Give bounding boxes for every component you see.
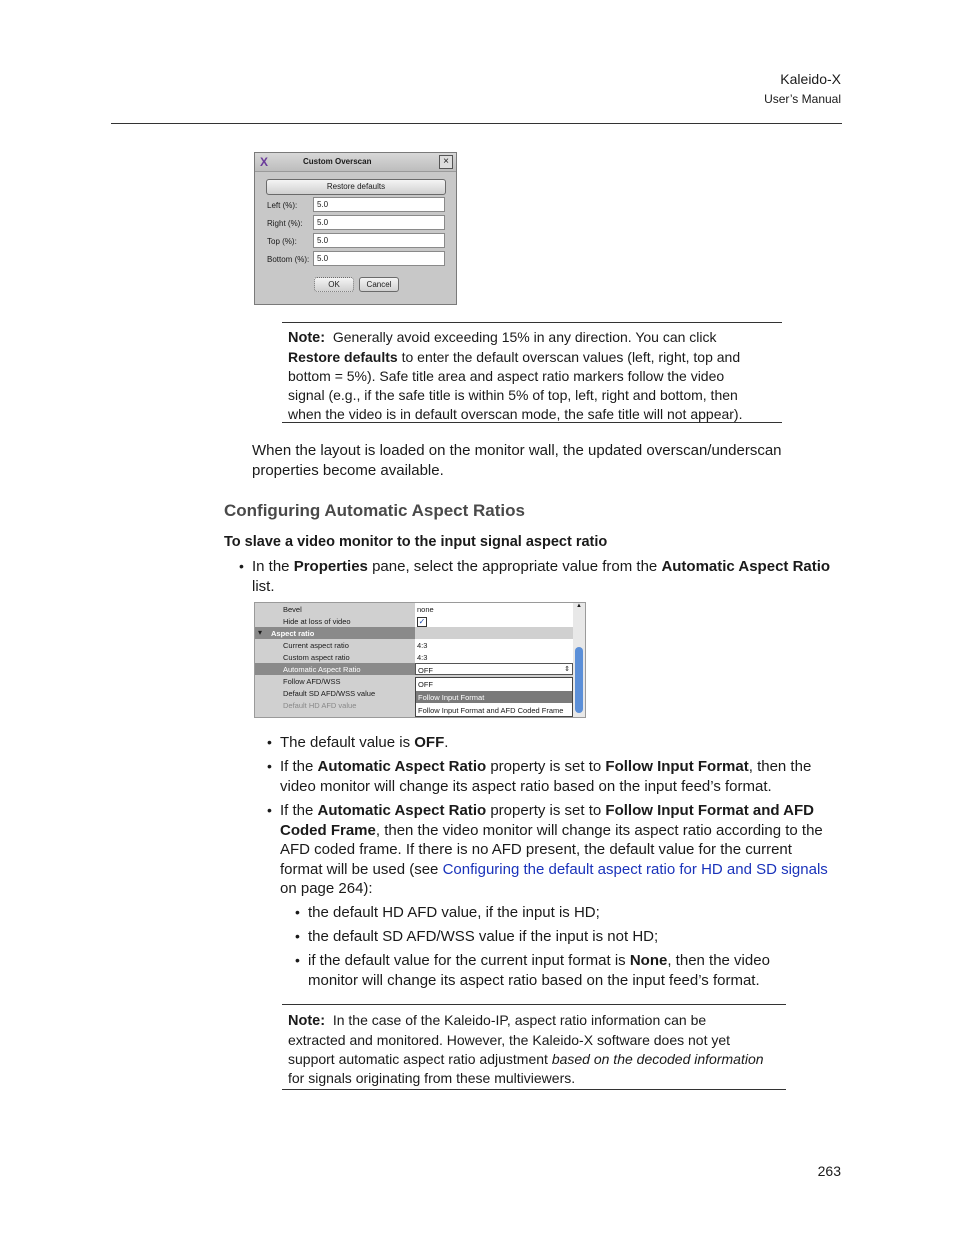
dropdown-option[interactable]: Follow Input Format and AFD Coded Frame (418, 706, 564, 715)
custom-overscan-dialog (254, 152, 457, 305)
note-text: signal (e.g., if the safe title is within 5% of top, left, right and bottom, then (288, 387, 738, 403)
header-rule (111, 123, 842, 124)
step-text: pane, select the appropriate value from the (372, 558, 658, 575)
bullet-glyph: • (295, 904, 300, 920)
note-text: to enter the default overscan values (left, right, top and (401, 349, 741, 365)
bullet-glyph: • (267, 758, 272, 774)
property-group-header[interactable] (255, 627, 575, 639)
ok-button[interactable]: OK (314, 277, 354, 292)
bullet-text: video monitor will change its aspect ratio based on the input feed’s format. (280, 777, 772, 795)
right-label: Right (%): (267, 219, 303, 228)
bullet-bold: Follow Input Format (605, 758, 749, 775)
property-name: Default HD AFD value (283, 701, 357, 710)
property-value (415, 627, 573, 639)
step-text: list. (252, 577, 275, 595)
body-paragraph (252, 441, 782, 480)
property-value[interactable]: none (415, 603, 573, 615)
bullet-bold: Automatic Aspect Ratio (317, 802, 487, 819)
scrollbar[interactable] (573, 603, 585, 717)
property-name: Follow AFD/WSS (283, 677, 341, 686)
section-heading: Configuring Automatic Aspect Ratios (224, 501, 525, 520)
sub-bullet-item: the default HD AFD value, if the input is HD; (308, 904, 600, 921)
step-text: In the (252, 558, 290, 575)
bullet-item (280, 801, 850, 899)
left-input[interactable]: 5.0 (313, 197, 445, 212)
note-text: for signals originating from these multiviewers. (288, 1070, 576, 1086)
bullet-glyph: • (239, 558, 244, 574)
bullet-glyph: • (295, 952, 300, 968)
bullet-text: If the (280, 802, 314, 819)
bullet-text: , then the video (667, 952, 770, 969)
step-bold: Properties (293, 558, 368, 575)
paragraph-line: When the layout is loaded on the monitor wall, the updated overscan/underscan (252, 442, 782, 459)
bullet-glyph: • (267, 802, 272, 818)
bullet-bold: Follow Input Format and AFD (605, 802, 814, 819)
property-row-selected[interactable] (255, 663, 575, 675)
property-value[interactable]: 4:3 (415, 639, 573, 651)
note-text: extracted and monitored. However, the Kaleido-X software does not yet (288, 1032, 731, 1048)
note-label: Note: (288, 1013, 326, 1029)
note-text: when the video is in default overscan mode, the safe title will not appear). (288, 406, 743, 422)
left-label: Left (%): (267, 201, 298, 210)
note-text: In the case of the Kaleido-IP, aspect ratio information can be (332, 1012, 707, 1028)
running-header-subtitle: User’s Manual (764, 92, 841, 106)
cancel-button[interactable]: Cancel (359, 277, 399, 292)
top-label: Top (%): (267, 237, 297, 246)
bullet-bold: OFF (414, 734, 445, 751)
note-italic-text: based on the decoded information (551, 1051, 764, 1067)
step-bold: Automatic Aspect Ratio (661, 558, 831, 575)
property-row[interactable] (255, 651, 575, 663)
cross-reference-link[interactable]: Configuring the default aspect ratio for HD and SD signals (442, 860, 828, 878)
note-label: Note: (288, 330, 326, 346)
collapse-icon[interactable]: ▾ (258, 628, 263, 637)
bullet-item (280, 733, 448, 753)
property-name: Bevel (283, 605, 302, 614)
property-name: Hide at loss of video (283, 617, 351, 626)
dropdown-option-highlighted[interactable]: Follow Input Format (416, 691, 572, 703)
dropdown-arrows-icon[interactable]: ⇕ (564, 666, 570, 673)
property-name: Automatic Aspect Ratio (283, 665, 361, 674)
property-value[interactable]: 4:3 (415, 651, 573, 663)
dropdown-list[interactable] (415, 677, 573, 717)
bullet-bold: None (629, 952, 668, 969)
running-header-title: Kaleido-X (780, 71, 841, 87)
bottom-input[interactable]: 5.0 (313, 251, 445, 266)
bullet-text: AFD coded frame. If there is no AFD present, the default value for the current (280, 841, 792, 858)
procedure-heading: To slave a video monitor to the input signal aspect ratio (224, 534, 608, 550)
bullet-text: , then the (748, 758, 812, 775)
app-logo-icon: X (260, 155, 269, 169)
note-text: bottom = 5%). Safe title area and aspect ratio markers follow the video (288, 368, 725, 384)
dropdown-option[interactable]: OFF (418, 680, 433, 689)
bullet-item (280, 757, 840, 796)
dialog-title-bar (255, 153, 456, 172)
page-number: 263 (817, 1163, 841, 1179)
bullet-text: on page 264): (280, 880, 373, 897)
automatic-aspect-ratio-select[interactable] (415, 663, 573, 675)
step-item (252, 557, 852, 596)
property-name: Custom aspect ratio (283, 653, 350, 662)
properties-panel (254, 602, 586, 718)
scrollbar-thumb[interactable] (575, 647, 583, 713)
dialog-title: Custom Overscan (303, 157, 372, 166)
note-text: support automatic aspect ratio adjustment (288, 1051, 548, 1067)
bullet-text: if the default value for the current input format is (308, 952, 626, 969)
bullet-text: property is set to (490, 758, 602, 775)
checkbox-checked-icon[interactable]: ✓ (418, 617, 426, 626)
bullet-text: property is set to (490, 802, 602, 819)
property-name: Default SD AFD/WSS value (283, 689, 376, 698)
bullet-text: format will be used (see (280, 860, 439, 878)
note-box (282, 322, 782, 423)
bullet-bold: Coded Frame (280, 821, 376, 839)
note-box (282, 1004, 786, 1090)
bullet-text: If the (280, 758, 314, 775)
select-value: OFF (418, 666, 433, 675)
note-bold-term: Restore defaults (288, 349, 398, 365)
bullet-text: , then the video monitor will change its aspect ratio according to the (375, 821, 823, 839)
note-text: Generally avoid exceeding 15% in any direction. You can click (332, 329, 717, 345)
bullet-text: The default value is (280, 734, 411, 751)
bullet-glyph: • (295, 928, 300, 944)
sub-bullet-item: the default SD AFD/WSS value if the input is not HD; (308, 928, 659, 945)
bullet-text: . (444, 734, 449, 751)
scroll-up-icon[interactable]: ▲ (576, 603, 582, 609)
bottom-label: Bottom (%): (267, 255, 310, 264)
right-input[interactable]: 5.0 (313, 215, 445, 230)
bullet-glyph: • (267, 734, 272, 750)
property-name: Current aspect ratio (283, 641, 349, 650)
property-row[interactable] (255, 603, 575, 615)
property-row[interactable] (255, 615, 575, 627)
restore-defaults-button[interactable]: Restore defaults (266, 179, 446, 195)
property-row[interactable] (255, 639, 575, 651)
bullet-text: monitor will change its aspect ratio based on the input feed’s format. (308, 971, 760, 989)
close-icon[interactable]: × (439, 155, 453, 169)
sub-bullet-item (308, 951, 848, 990)
property-group-name: Aspect ratio (271, 629, 315, 638)
paragraph-line: properties become available. (252, 461, 444, 479)
bullet-bold: Automatic Aspect Ratio (317, 758, 487, 775)
top-input[interactable]: 5.0 (313, 233, 445, 248)
property-value[interactable] (415, 615, 573, 627)
